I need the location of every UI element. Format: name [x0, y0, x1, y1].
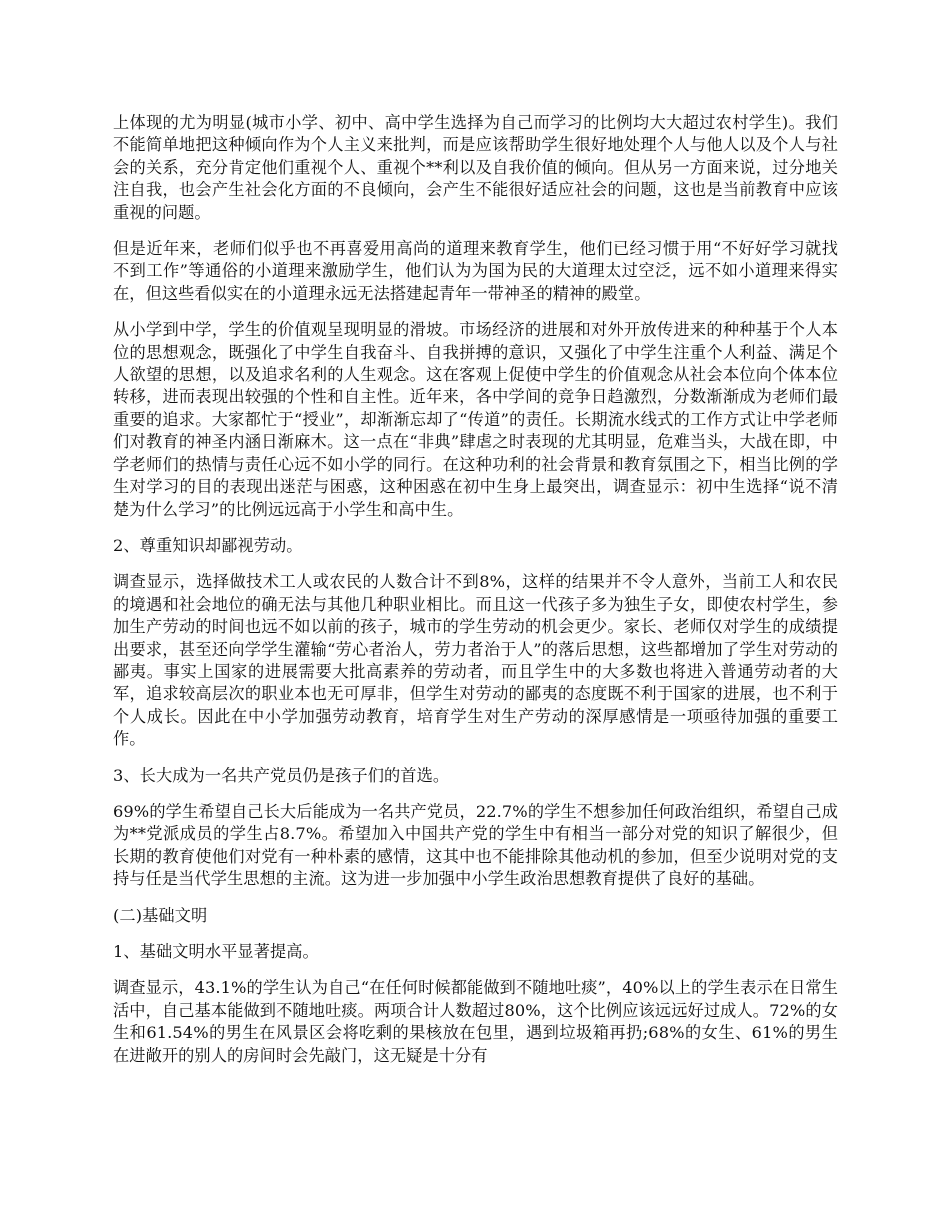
- paragraph-teachers-small-truths: 但是近年来，老师们似乎也不再喜爱用高尚的道理来教育学生，他们已经习惯于用“不好好学习就找不到工作”等通俗的小道理来激励学生，他们认为为国为民的大道理太过空泛，远不如小道理来得实在，但这些看似实在的小道理永远无法搭建起青年一带神圣的精神的殿堂。: [113, 239, 838, 303]
- paragraph-labor-survey: 调查显示，选择做技术工人或农民的人数合计不到8%，这样的结果并不令人意外，当前工人和农民的境遇和社会地位的确无法与其他几种职业相比。而且这一代孩子多为独生子女，即使农村学生，参加生产劳动的时间也远不如以前的孩子，城市的学生劳动的机会更少。家长、老师仅对学生的成绩提出要求，甚至还向学学生灌输“劳心者治人，劳力者治于人”的落后思想，这些都增加了学生对劳动的鄙夷。事实上国家的进展需要大批高素养的劳动者，而且学生中的大多数也将进入普通劳动者的大军，追求较高层次的职业本也无可厚非，但学生对劳动的鄙夷的态度既不利于国家的进展，也不利于个人成长。因此在中小学加强劳动教育，培育学生对生产劳动的深厚感情是一项亟待加强的重要工作。: [113, 572, 838, 749]
- heading-basic-civility: (二)基础文明: [113, 905, 208, 925]
- heading-respect-knowledge: 2、尊重知识却鄙视劳动。: [113, 535, 303, 555]
- paragraph-values-decline: 从小学到中学，学生的价值观呈现明显的滑坡。市场经济的进展和对外开放传进来的种种基于个人本位的思想观念，既强化了中学生自我奋斗、自我拼搏的意识，又强化了中学生注重个人利益、满足个人欲望的思想，以及追求名利的人生观念。这在客观上促使中学生的价值观念从社会本位向个体本位转移，进而表现出较强的个性和自主性。近年来，各中学间的竞争日趋激烈，分数渐渐成为老师们最重要的追求。大家都忙于“授业”，却渐渐忘却了“传道”的责任。长期流水线式的工作方式让中学老师们对教育的神圣内涵日渐麻木。这一点在“非典”肆虐之时表现的尤其明显，危难当头，大战在即，中学老师们的热情与责任心远不如小学的同行。在这种功利的社会背景和教育氛围之下，相当比例的学生对学习的目的表现出迷茫与困惑，这种困惑在初中生身上最突出，调查显示：初中生选择“说不清楚为什么学习”的比例远远高于小学生和高中生。: [113, 320, 838, 519]
- paragraph-intro-continuation: 上体现的尤为明显(城市小学、初中、高中学生选择为自己而学习的比例均大大超过农村学生)。我们不能简单地把这种倾向作为个人主义来批判，而是应该帮助学生很好地处理个人与他人以及个人与社会的关系，充分肯定他们重视个人、重视个**利以及自我价值的倾向。但从另一方面来说，过分地关注自我，也会产生社会化方面的不良倾向，会产生不能很好适应社会的问题，这也是当前教育中应该重视的问题。: [113, 113, 838, 222]
- paragraph-civility-survey: 调查显示，43.1%的学生认为自己“在任何时候都能做到不随地吐痰”，40%以上的学生表示在日常生活中，自己基本能做到不随地吐痰。两项合计人数超过80%，这个比例应该远远好过成人。72%的女生和61.54%的男生在风景区会将吃剩的果核放在包里，遇到垃圾箱再扔;68%的女生、61%的男生在进敞开的别人的房间时会先敲门，这无疑是十分有: [113, 978, 838, 1065]
- document-page: [113, 112, 838, 1081]
- heading-civility-improved: 1、基础文明水平显著提高。: [113, 942, 319, 961]
- heading-party-member: 3、长大成为一名共产党员仍是孩子们的首选。: [113, 765, 450, 785]
- paragraph-party-survey: 69%的学生希望自己长大后能成为一名共产党员，22.7%的学生不想参加任何政治组织，希望自己成为**党派成员的学生占8.7%。希望加入中国共产党的学生中有相当一部分对党的知识了解很少，但长期的教育使他们对党有一种朴素的感情，这其中也不能排除其他动机的参加，但至少说明对党的支持与任是当代学生思想的主流。这为进一步加强中小学生政治思想教育提供了良好的基础。: [113, 801, 838, 889]
